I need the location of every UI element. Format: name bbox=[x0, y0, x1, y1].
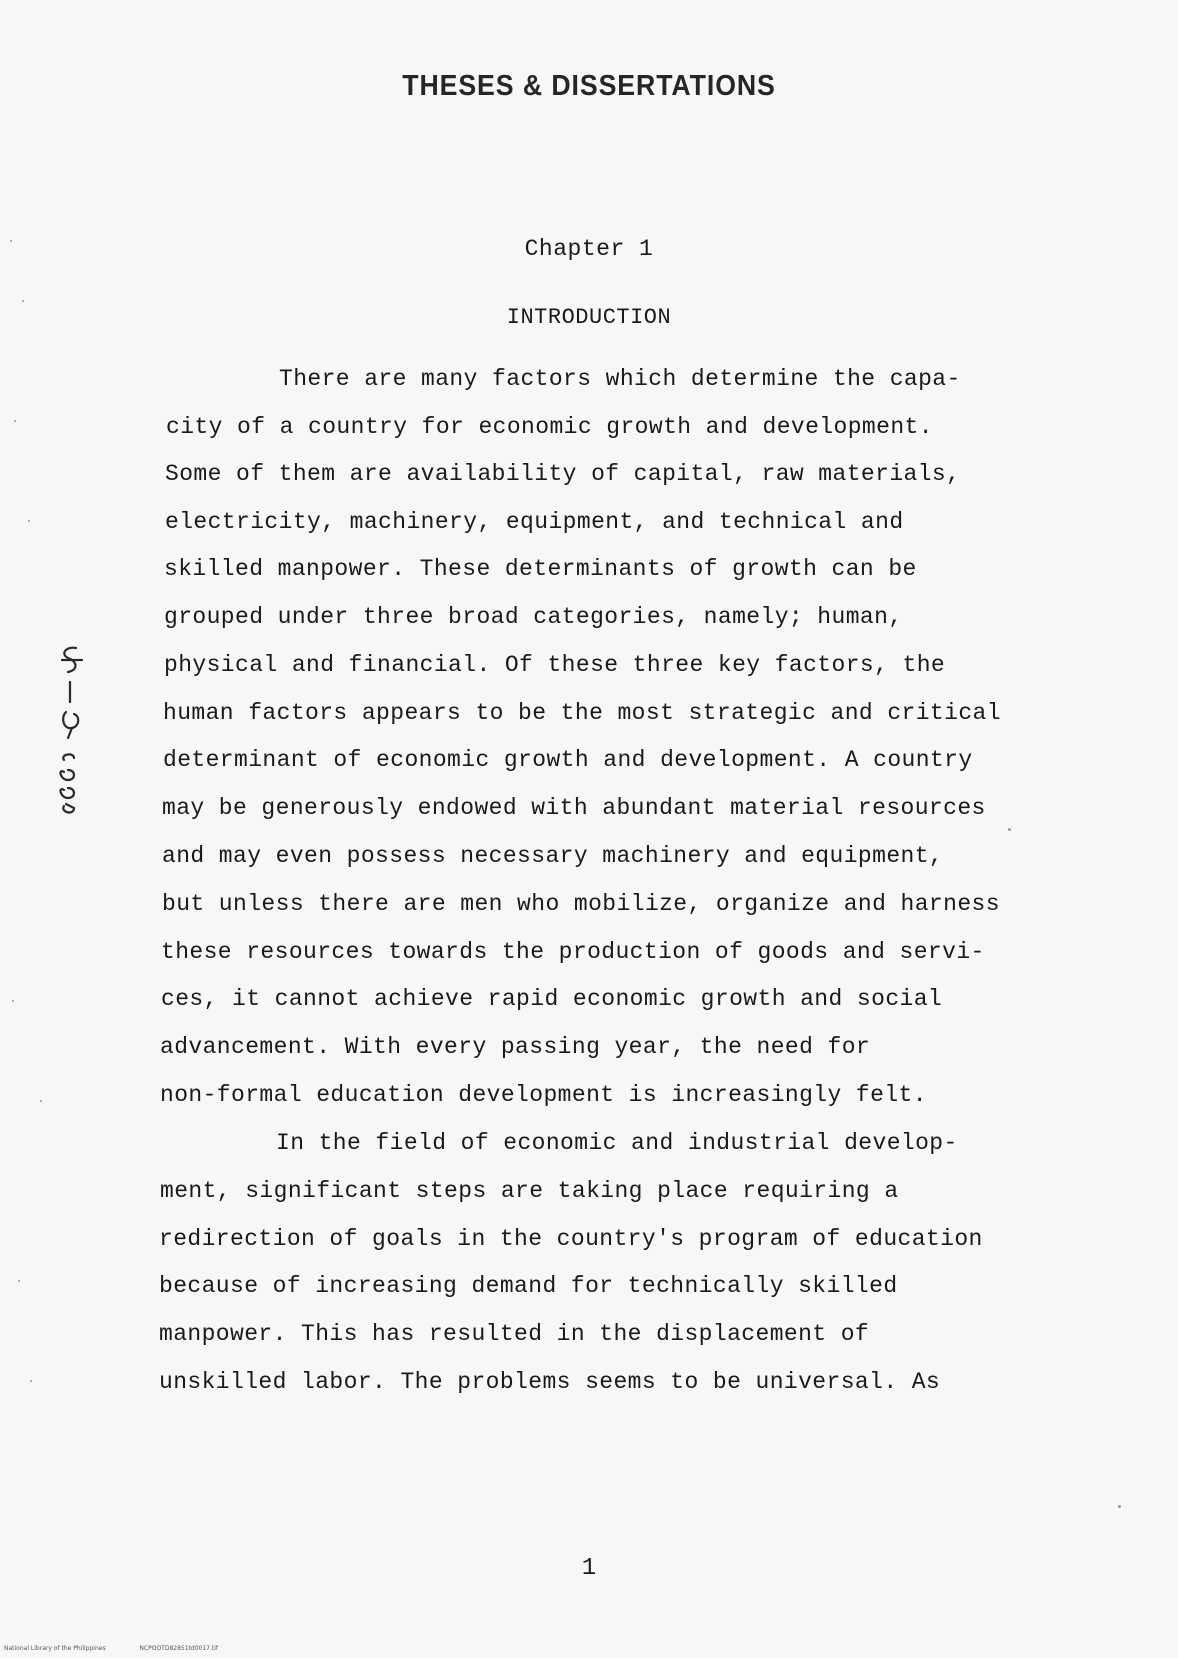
text-line: skilled manpower. These determinants of growth can be bbox=[164, 556, 917, 582]
chapter-label: Chapter 1 bbox=[524, 236, 654, 262]
text-line: physical and financial. Of these three key factors, the bbox=[164, 652, 946, 678]
scan-speck bbox=[18, 1280, 20, 1282]
text-line: ment, significant steps are taking place requiring a bbox=[160, 1178, 899, 1204]
scan-footer bbox=[4, 1645, 218, 1652]
footer-file-code: NCPOOTD82851td0017.tif bbox=[139, 1645, 219, 1652]
text-line: these resources towards the production of goods and servi- bbox=[161, 939, 985, 965]
theses-dissertations-stamp: THESES & DISSERTATIONS bbox=[402, 70, 776, 102]
text-line: In the field of economic and industrial develop- bbox=[276, 1130, 958, 1156]
text-line: ces, it cannot achieve rapid economic growth and social bbox=[161, 986, 943, 1012]
text-line: determinant of economic growth and development. A country bbox=[163, 747, 973, 773]
text-line: unskilled labor. The problems seems to be universal. As bbox=[159, 1369, 941, 1395]
text-line: but unless there are men who mobilize, organize and harness bbox=[162, 891, 1000, 917]
page-number: 1 bbox=[581, 1555, 597, 1582]
scan-speck bbox=[22, 300, 24, 302]
chapter-title: INTRODUCTION bbox=[506, 305, 672, 330]
text-line: redirection of goals in the country's program of education bbox=[159, 1226, 983, 1252]
footer-library: National Library of the Philippines bbox=[4, 1645, 106, 1652]
scan-speck bbox=[12, 1000, 14, 1002]
handwritten-margin-annotation bbox=[38, 640, 98, 820]
text-line: Some of them are availability of capital, raw materials, bbox=[165, 461, 961, 487]
text-line: grouped under three broad categories, namely; human, bbox=[164, 604, 903, 630]
scan-speck bbox=[1118, 1505, 1121, 1508]
text-line: because of increasing demand for technically skilled bbox=[159, 1273, 898, 1299]
text-line: electricity, machinery, equipment, and technical and bbox=[165, 509, 904, 535]
scan-speck bbox=[14, 420, 16, 422]
text-line: city of a country for economic growth and development. bbox=[166, 414, 933, 440]
text-line: and may even possess necessary machinery and equipment, bbox=[162, 843, 944, 869]
text-line: human factors appears to be the most strategic and critical bbox=[163, 700, 1001, 726]
text-line: non-formal education development is increasingly felt. bbox=[160, 1082, 927, 1108]
scan-speck bbox=[30, 1380, 32, 1382]
scan-speck bbox=[1008, 828, 1011, 831]
scan-speck bbox=[28, 520, 30, 522]
text-line: advancement. With every passing year, the need for bbox=[160, 1034, 871, 1060]
text-line: may be generously endowed with abundant material resources bbox=[162, 795, 986, 821]
scan-speck bbox=[40, 1100, 42, 1102]
scan-speck bbox=[10, 240, 12, 242]
text-line: There are many factors which determine the capa- bbox=[279, 366, 961, 392]
text-line: manpower. This has resulted in the displacement of bbox=[159, 1321, 870, 1347]
